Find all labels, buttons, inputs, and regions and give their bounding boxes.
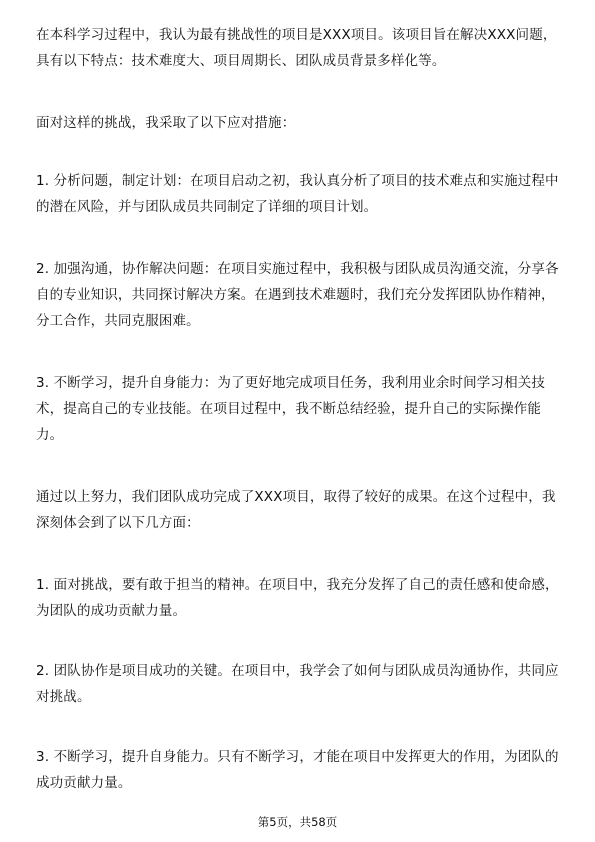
paragraph-lesson-1: 1. 面对挑战，要有敢于担当的精神。在项目中，我充分发挥了自己的责任感和使命感，为团队的成功贡献力量。 <box>36 577 559 619</box>
paragraph-intro: 在本科学习过程中，我认为最有挑战性的项目是XXX项目。该项目旨在解决XXX问题，具有以下特点：技术难度大、项目周期长、团队成员背景多样化等。 <box>36 27 557 69</box>
paragraph-measures-heading: 面对这样的挑战，我采取了以下应对措施： <box>36 115 296 131</box>
paragraph-measure-2: 2. 加强沟通，协作解决问题：在项目实施过程中，我积极与团队成员沟通交流，分享各自的专业知识，共同探讨解决方案。在遇到技术难题时，我们充分发挥团队协作精神，分工合作，共同克服困难。 <box>36 261 559 329</box>
paragraph-measure-1: 1. 分析问题，制定计划：在项目启动之初，我认真分析了项目的技术难点和实施过程中的潜在风险，并与团队成员共同制定了详细的项目计划。 <box>36 173 559 215</box>
paragraph-lesson-3: 3. 不断学习，提升自身能力。只有不断学习，才能在项目中发挥更大的作用，为团队的成功贡献力量。 <box>36 749 559 791</box>
paragraph-outcome: 通过以上努力，我们团队成功完成了XXX项目，取得了较好的成果。在这个过程中，我深刻体会到了以下几方面： <box>36 489 556 531</box>
paragraph-measure-3: 3. 不断学习，提升自身能力：为了更好地完成项目任务，我利用业余时间学习相关技术，提高自己的专业技能。在项目过程中，我不断总结经验，提升自己的实际操作能力。 <box>36 375 546 443</box>
paragraph-lesson-2: 2. 团队协作是项目成功的关键。在项目中，我学会了如何与团队成员沟通协作，共同应对挑战。 <box>36 663 559 705</box>
page-number-footer: 第5页，共58页 <box>257 815 338 829</box>
